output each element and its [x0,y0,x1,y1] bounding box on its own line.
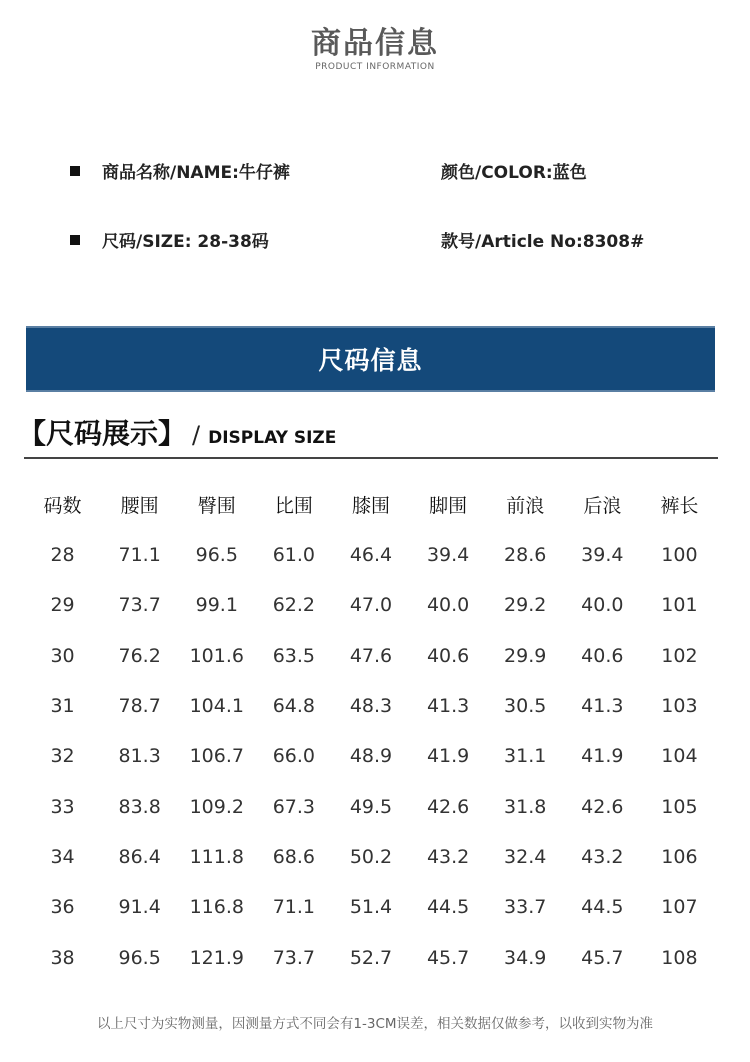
info-color-text: 颜色/COLOR:蓝色 [441,163,587,183]
table-row [24,631,718,681]
footer-note: 以上尺寸为实物测量，因测量方式不同会有1-3CM误差，相关数据仅做参考，以收到实物为准 [96,1016,654,1032]
table-cell: 96.5 [118,946,161,969]
table-cell: 32 [50,745,75,768]
table-row [24,932,718,982]
table-cell: 41.3 [426,695,470,718]
table-row [24,580,718,630]
page-title: 商品信息 [311,26,439,61]
table-cell: 71.1 [272,896,316,919]
table-cell: 30 [50,644,75,667]
table-cell: 101.6 [189,644,244,667]
table-cell: 45.7 [426,946,470,969]
table-cell: 38 [50,946,75,969]
bullet-icon [70,235,80,245]
table-cell: 34.9 [504,946,547,969]
table-cell: 76.2 [118,644,161,667]
table-cell: 34 [50,845,75,868]
column-header: 膝围 [351,494,390,517]
info-size-text: 尺码/SIZE: 28-38码 [102,232,269,252]
column-header: 码数 [43,494,82,517]
table-cell: 78.7 [118,695,161,718]
table-cell: 103 [661,695,698,718]
info-name [70,158,290,183]
table-row [24,832,718,882]
table-cell: 29 [50,594,75,617]
table-cell: 43.2 [581,845,624,868]
table-cell: 39.4 [581,544,624,567]
table-header-row [24,478,718,530]
table-cell: 48.3 [349,695,393,718]
table-cell: 99.1 [195,594,238,617]
table-cell: 109.2 [189,795,244,818]
table-cell: 68.6 [272,845,316,868]
table-cell: 44.5 [581,896,624,919]
column-header: 比围 [274,494,313,517]
table-cell: 43.2 [426,845,470,868]
column-header: 前浪 [506,494,545,517]
table-cell: 106.7 [189,745,244,768]
table-cell: 116.8 [189,896,244,919]
table-cell: 73.7 [118,594,161,617]
table-row [24,781,718,831]
column-header: 裤长 [660,494,699,517]
bullet-icon [70,166,80,176]
column-header: 臀围 [197,494,236,517]
table-cell: 105 [661,795,698,818]
display-size-heading [18,412,336,452]
table-body [24,530,718,983]
table-cell: 66.0 [272,745,316,768]
column-header: 脚围 [429,494,468,517]
table-cell: 46.4 [349,544,393,567]
table-cell: 31.8 [504,795,547,818]
table-row [24,731,718,781]
table-cell: 39.4 [426,544,470,567]
size-table [24,478,718,983]
table-cell: 91.4 [118,896,161,919]
table-cell: 48.9 [349,745,393,768]
table-cell: 31.1 [504,745,547,768]
table-cell: 40.0 [426,594,470,617]
table-cell: 71.1 [118,544,161,567]
info-article [441,227,644,252]
table-cell: 106 [661,845,698,868]
table-cell: 41.3 [581,695,624,718]
table-cell: 52.7 [349,946,393,969]
table-cell: 49.5 [349,795,393,818]
table-cell: 111.8 [189,845,244,868]
table-cell: 86.4 [118,845,161,868]
table-cell: 64.8 [272,695,316,718]
table-cell: 42.6 [581,795,624,818]
table-cell: 121.9 [189,946,244,969]
table-cell: 31 [50,695,75,718]
table-cell: 41.9 [581,745,624,768]
section-slash: / [192,421,201,449]
table-cell: 108 [661,946,698,969]
column-header: 腰围 [120,494,159,517]
table-cell: 36 [50,896,75,919]
info-name-text: 商品名称/NAME:牛仔裤 [102,163,290,183]
table-cell: 47.6 [349,644,393,667]
table-cell: 40.6 [581,644,624,667]
section-divider [24,457,718,459]
table-cell: 96.5 [195,544,238,567]
table-cell: 33 [50,795,75,818]
page-subtitle: PRODUCT INFORMATION [315,62,435,72]
table-cell: 40.0 [581,594,624,617]
table-row [24,882,718,932]
table-cell: 28.6 [504,544,547,567]
table-cell: 83.8 [118,795,161,818]
table-cell: 40.6 [426,644,470,667]
table-cell: 104 [661,745,698,768]
table-cell: 33.7 [504,896,547,919]
table-cell: 29.2 [504,594,547,617]
table-cell: 73.7 [272,946,316,969]
table-cell: 67.3 [272,795,316,818]
table-cell: 51.4 [349,896,393,919]
table-cell: 61.0 [272,544,316,567]
section-title-cn: 【尺码展示】 [18,417,187,450]
table-cell: 28 [50,544,75,567]
table-cell: 29.9 [504,644,547,667]
table-cell: 47.0 [349,594,393,617]
table-cell: 63.5 [272,644,316,667]
table-cell: 62.2 [272,594,316,617]
size-info-banner [26,326,715,392]
table-cell: 107 [661,896,698,919]
banner-label: 尺码信息 [318,346,423,375]
info-color [441,158,587,183]
table-row [24,530,718,580]
table-cell: 50.2 [349,845,393,868]
table-cell: 100 [661,544,698,567]
table-cell: 42.6 [426,795,470,818]
table-row [24,681,718,731]
table-cell: 104.1 [189,695,244,718]
table-cell: 41.9 [426,745,470,768]
info-size [70,227,269,252]
table-cell: 30.5 [504,695,547,718]
info-article-text: 款号/Article No:8308# [441,232,645,252]
table-cell: 102 [661,644,698,667]
table-cell: 44.5 [426,896,470,919]
section-title-en: DISPLAY SIZE [208,428,337,448]
table-cell: 81.3 [118,745,161,768]
table-cell: 32.4 [504,845,547,868]
table-cell: 101 [661,594,698,617]
column-header: 后浪 [583,494,622,517]
table-cell: 45.7 [581,946,624,969]
